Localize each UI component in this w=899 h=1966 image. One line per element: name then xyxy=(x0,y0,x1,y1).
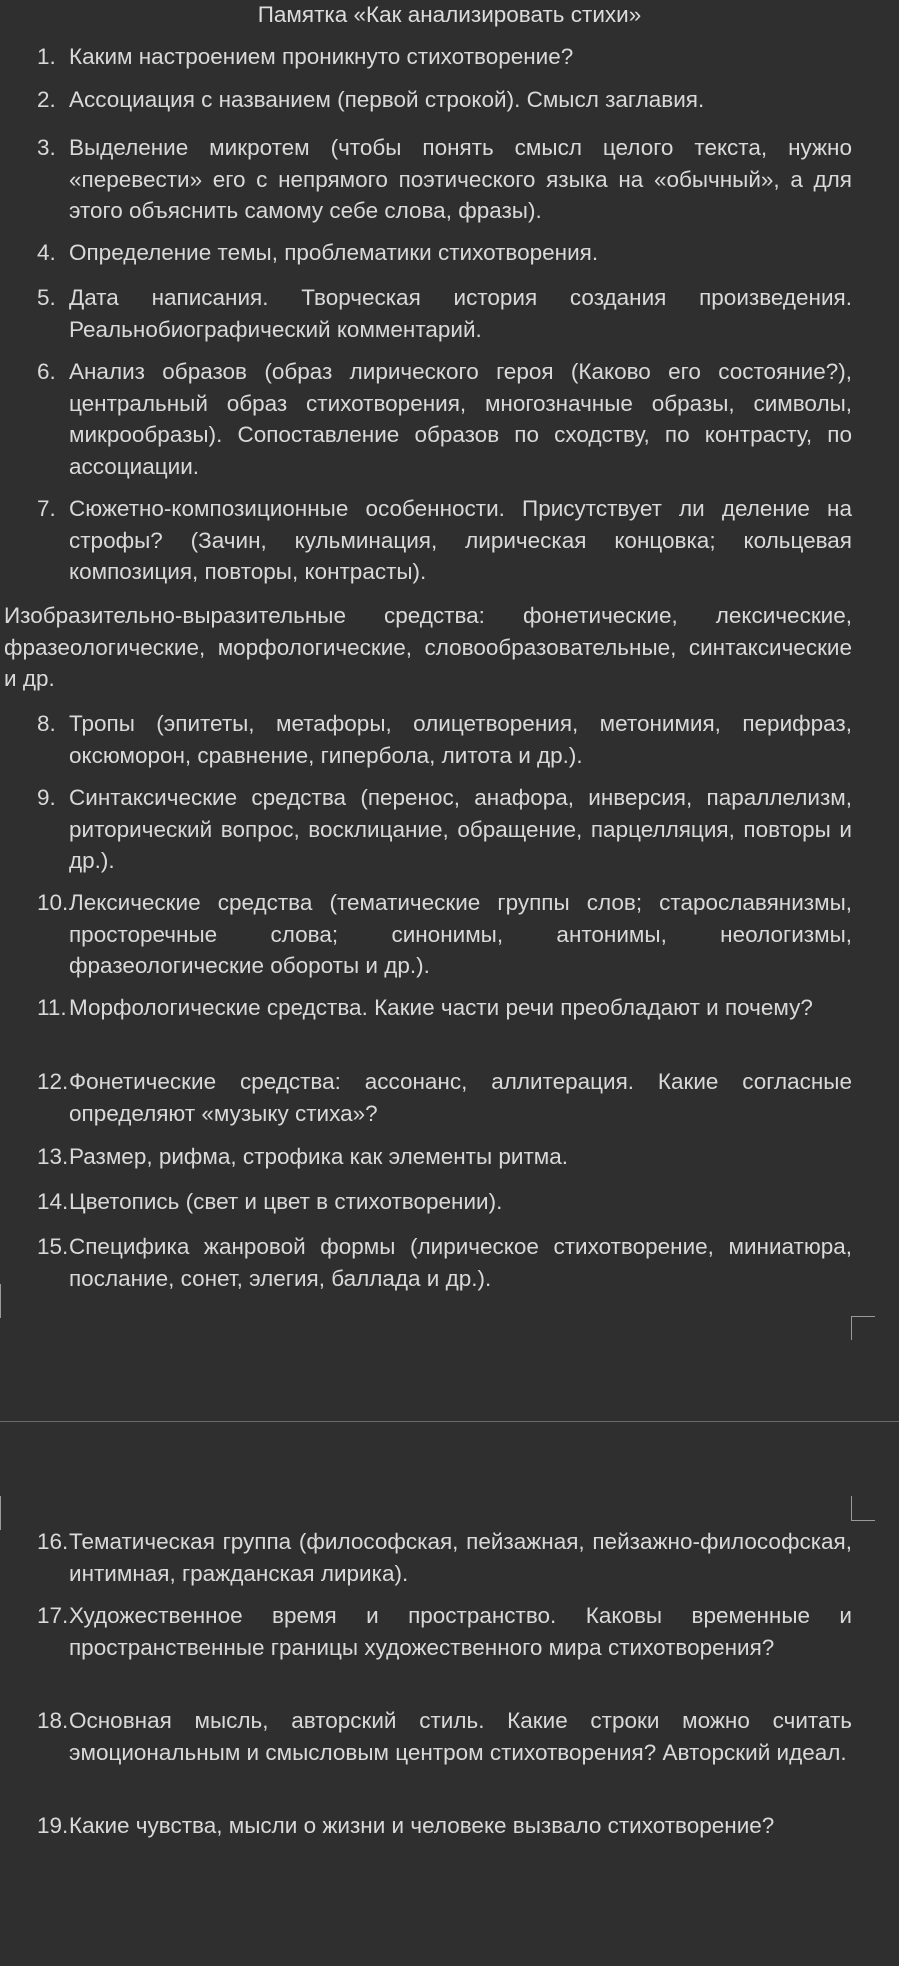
item-text: Какие чувства, мысли о жизни и человеке вызвало стихотворение? xyxy=(69,1813,775,1838)
item-number: 10. xyxy=(37,890,69,915)
item-text: Каким настроением проникнуто стихотворение? xyxy=(69,44,574,69)
list-item xyxy=(37,708,852,771)
list-item xyxy=(37,41,852,73)
item-text: Художественное время и пространство. Каковы временные и пространственные границы художественного мира стихотворения? xyxy=(69,1603,852,1660)
item-number: 11. xyxy=(37,995,67,1020)
list-item xyxy=(37,1526,852,1589)
item-number: 16. xyxy=(37,1529,69,1554)
item-text: Анализ образов (образ лирического героя (Каково его состояние?), центральный образ стихотворения, многозначные образы, символы, микрообразы). Сопоставление образов по сходству, по контрасту, по ассоциации. xyxy=(69,359,852,479)
item-number: 8. xyxy=(37,711,56,736)
item-number: 6. xyxy=(37,359,56,384)
item-text: Тематическая группа (философская, пейзажная, пейзажно-философская, интимная, гражданская лирика). xyxy=(69,1529,852,1586)
item-text: Синтаксические средства (перенос, анафора, инверсия, параллелизм, риторический вопрос, восклицание, обращение, парцелляция, повторы и др.). xyxy=(69,785,852,873)
list-item xyxy=(37,84,852,116)
list-item xyxy=(37,782,852,877)
item-number: 15. xyxy=(37,1234,69,1259)
item-text: Ассоциация с названием (первой строкой). Смысл заглавия. xyxy=(69,87,705,112)
item-text: Специфика жанровой формы (лирическое стихотворение, миниатюра, послание, сонет, элегия, баллада и др.). xyxy=(69,1234,852,1291)
item-text: Основная мысль, авторский стиль. Какие строки можно считать эмоциональным и смысловым центром стихотворения? Авторский идеал. xyxy=(69,1708,852,1765)
item-number: 1. xyxy=(37,44,56,69)
item-text: Дата написания. Творческая история создания произведения. Реальнобиографический комментарий. xyxy=(69,285,852,342)
item-text: Размер, рифма, строфика как элементы ритма. xyxy=(69,1144,569,1169)
list-item xyxy=(37,1066,852,1129)
means-paragraph: Изобразительно-выразительные средства: фонетические, лексические, фразеологические, морфологические, словообразовательные, синтаксические и др. xyxy=(4,603,852,691)
list-item xyxy=(37,1186,852,1218)
item-number: 2. xyxy=(37,87,56,112)
item-number: 14. xyxy=(37,1189,69,1214)
item-number: 9. xyxy=(37,785,56,810)
list-item xyxy=(37,887,852,982)
page-corner-mark xyxy=(851,1496,852,1520)
list-item xyxy=(37,1810,852,1842)
item-number: 3. xyxy=(37,135,56,160)
item-number: 18. xyxy=(37,1708,69,1733)
list-item xyxy=(37,132,852,227)
item-number: 13. xyxy=(37,1144,69,1169)
list-item xyxy=(37,282,852,345)
list-item xyxy=(37,1600,852,1663)
page-corner-mark xyxy=(851,1520,875,1521)
item-number: 19. xyxy=(37,1813,69,1838)
list-item xyxy=(37,356,852,482)
item-number: 17. xyxy=(37,1603,69,1628)
item-text: Определение темы, проблематики стихотворения. xyxy=(69,240,599,265)
list-item xyxy=(37,1705,852,1768)
item-text: Лексические средства (тематические группы слов; старославянизмы, просторечные слова; синонимы, антонимы, неологизмы, фразеологические обороты и др.). xyxy=(69,890,852,978)
item-text: Выделение микротем (чтобы понять смысл целого текста, нужно «перевести» его с непрямого поэтического языка на «обычный», а для этого объяснить самому себе слова, фразы). xyxy=(69,135,852,223)
item-text: Фонетические средства: ассонанс, аллитерация. Какие согласные определяют «музыку стиха»? xyxy=(69,1069,852,1126)
item-text: Сюжетно-композиционные особенности. Присутствует ли деление на строфы? (Зачин, кульминация, лирическая концовка; кольцевая композиция, повторы, контрасты). xyxy=(69,496,852,584)
page-corner-mark xyxy=(0,1496,1,1530)
list-item xyxy=(37,237,852,269)
item-number: 4. xyxy=(37,240,56,265)
list-item xyxy=(37,1141,852,1173)
list-item xyxy=(37,1231,852,1294)
item-text: Цветопись (свет и цвет в стихотворении). xyxy=(69,1189,503,1214)
item-number: 7. xyxy=(37,496,56,521)
page-corner-mark xyxy=(851,1316,852,1340)
page-corner-mark xyxy=(851,1316,875,1317)
item-text: Морфологические средства. Какие части речи преобладают и почему? xyxy=(69,995,813,1020)
list-item xyxy=(37,992,852,1024)
item-text: Тропы (эпитеты, метафоры, олицетворения, метонимия, перифраз, оксюморон, сравнение, гипербола, литота и др.). xyxy=(69,711,852,768)
page-corner-mark xyxy=(0,1284,1,1318)
page-title: Памятка «Как анализировать стихи» xyxy=(257,2,642,27)
item-number: 5. xyxy=(37,285,56,310)
list-item xyxy=(37,493,852,588)
page-break-divider xyxy=(0,1421,899,1422)
item-number: 12. xyxy=(37,1069,69,1094)
